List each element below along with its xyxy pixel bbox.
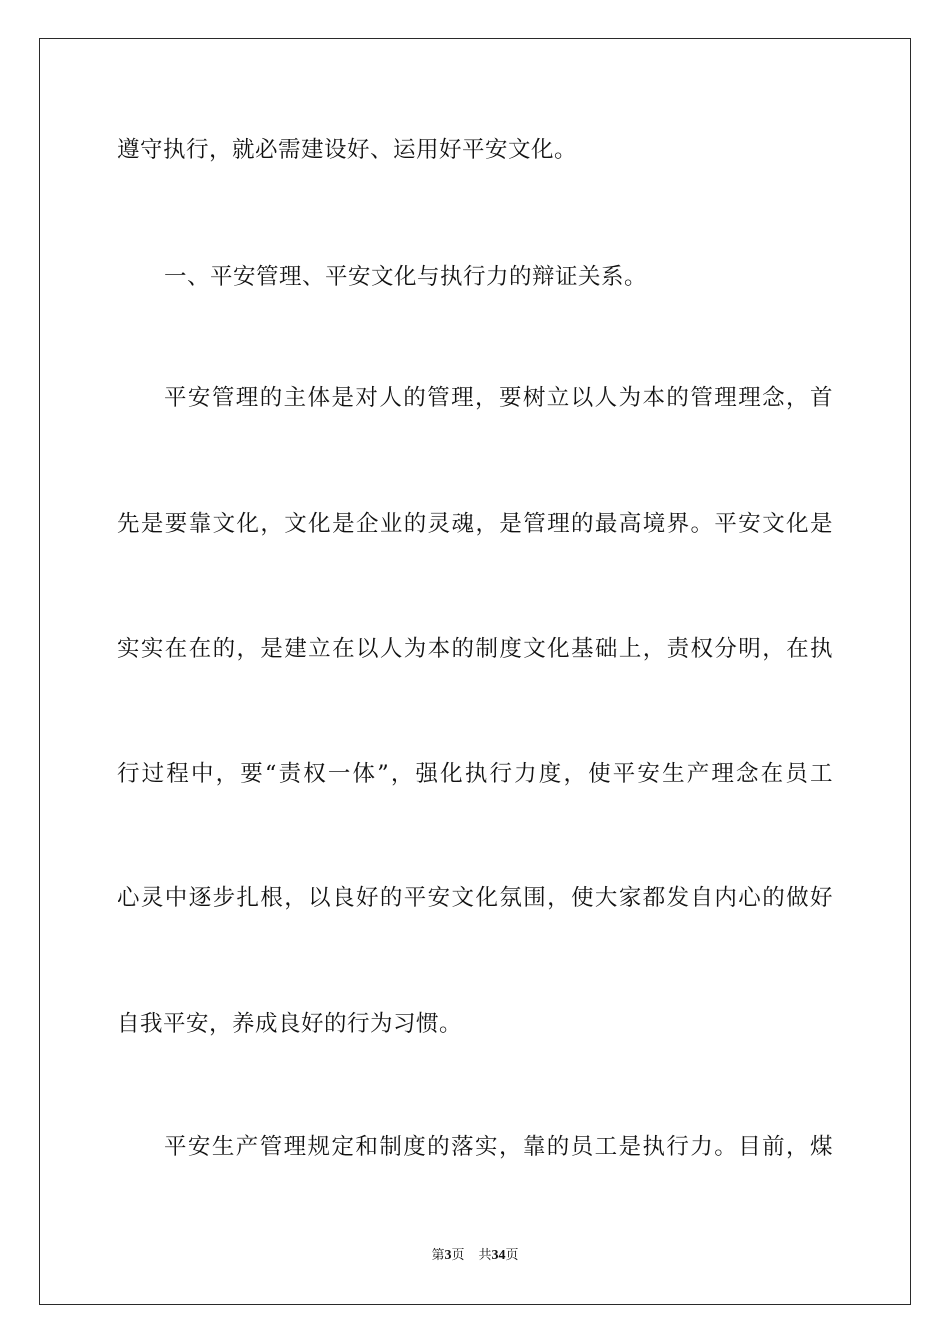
text-line-3: 平安管理的主体是对人的管理，要树立以人为本的管理理念，首 [164,385,833,411]
text-line-6: 行过程中，要“责权一体”，强化执行力度，使平安生产理念在员工 [117,761,833,787]
page-total: 34 [491,1248,506,1263]
page-footer [0,1246,950,1266]
page-current: 3 [444,1248,452,1263]
text-line-5: 实实在在的，是建立在以人为本的制度文化基础上，责权分明，在执 [117,636,833,662]
section-heading: 一、平安管理、平安文化与执行力的辩证关系。 [164,264,648,290]
total-suffix: 页 [505,1248,519,1263]
page-border [39,38,911,1305]
text-line-1: 遵守执行，就必需建设好、运用好平安文化。 [117,137,578,163]
text-line-9: 平安生产管理规定和制度的落实，靠的员工是执行力。目前，煤 [164,1134,833,1160]
page-prefix: 第 [431,1248,445,1263]
total-prefix: 共 [478,1248,492,1263]
page-suffix: 页 [451,1248,465,1263]
text-line-8: 自我平安，养成良好的行为习惯。 [117,1011,463,1037]
text-line-4: 先是要靠文化，文化是企业的灵魂，是管理的最高境界。平安文化是 [117,511,833,537]
text-line-7: 心灵中逐步扎根，以良好的平安文化氛围，使大家都发自内心的做好 [117,885,833,911]
